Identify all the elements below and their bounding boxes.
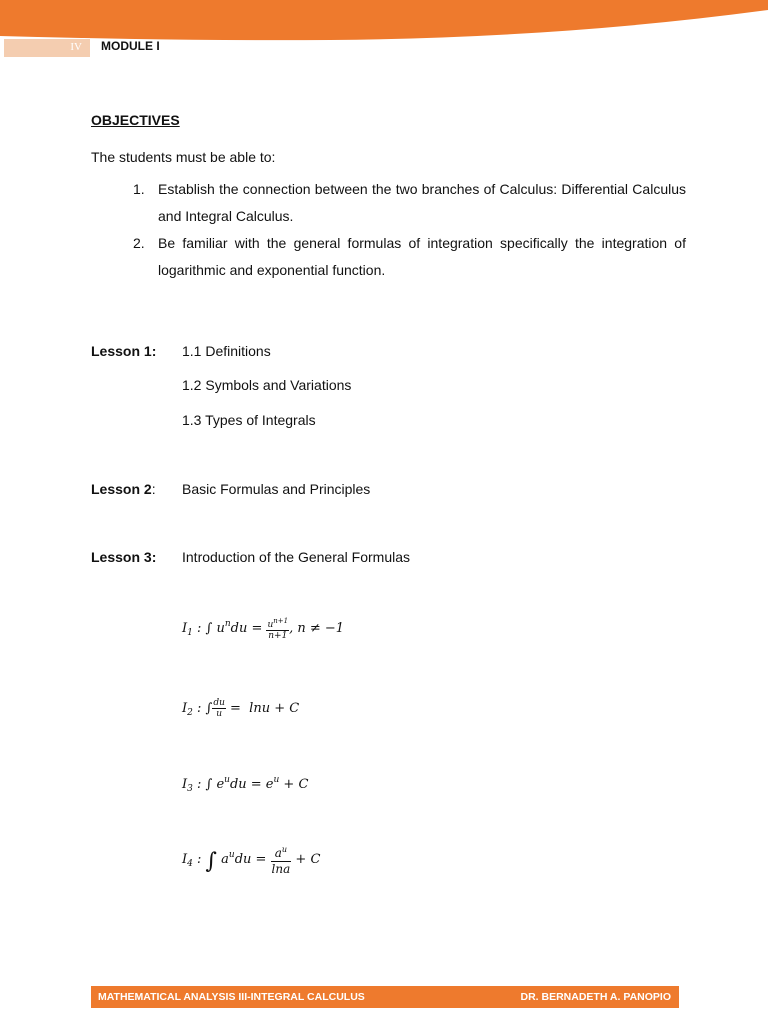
page-number: IV (70, 41, 82, 53)
objectives-heading: OBJECTIVES (91, 112, 180, 128)
lesson-1-topic: 1.3 Types of Integrals (182, 412, 316, 428)
lesson-2-label (91, 481, 156, 497)
formula-exp-rule: $I_3$ : ∫ $e^udu = e^u + C$ (182, 775, 309, 794)
objective-number: 2. (133, 235, 145, 251)
footer-bar (91, 986, 679, 1008)
lesson-1-label: Lesson 1: (91, 343, 157, 359)
fraction: $\frac{u^{n+1}}{n+1}$ (267, 617, 289, 641)
lesson-2-topic: Basic Formulas and Principles (182, 481, 371, 497)
lesson-3-topic: Introduction of the General Formulas (182, 549, 411, 565)
lesson-1-topic: 1.1 Definitions (182, 343, 271, 359)
objectives-list (133, 176, 686, 284)
lesson-2-label-text: Lesson 2 (91, 481, 152, 497)
formula-name: I (182, 621, 188, 636)
formula-name: I (182, 777, 188, 792)
objective-item (133, 230, 686, 284)
footer-author: DR. BERNADETH A. PANOPIO (520, 991, 671, 1003)
fraction: $\frac{du}{u}$ (213, 698, 225, 719)
footer-course: MATHEMATICAL ANALYSIS III-INTEGRAL CALCULUS (98, 991, 365, 1003)
formula-name: I (182, 701, 188, 716)
formula-subscript: 3 (187, 784, 193, 794)
lesson-2-label-colon: : (151, 481, 156, 497)
lesson-3-label: Lesson 3: (91, 549, 157, 565)
objective-text: Establish the connection between the two branches of Calculus: Differential Calculus and Integral Calculus. (158, 181, 686, 224)
formula-subscript: 2 (187, 708, 193, 718)
lesson-1-topic: 1.2 Symbols and Variations (182, 377, 352, 393)
fraction: $\frac{a^u}{\ln a}$ (271, 842, 292, 877)
objective-number: 1. (133, 181, 145, 197)
formula-subscript: 1 (187, 628, 193, 638)
objectives-intro: The students must be able to: (91, 149, 276, 165)
formula-power-rule: $I_1$ : ∫ $u^ndu$ = $\frac{u^{n+1}}{n+1}$ , n ≠ −1 (182, 617, 345, 641)
objective-item (133, 176, 686, 230)
module-title: MODULE I (101, 39, 160, 53)
objective-text: Be familiar with the general formulas of integration specifically the integration of logarithmic and exponential function. (158, 235, 686, 278)
formula-name: I (182, 852, 188, 867)
formula-general-exp-rule: $I_4$ : ∫ $a^udu$ = $\frac{a^u}{\ln a}$ + C (182, 842, 320, 877)
page-number-box (4, 39, 90, 57)
header-band (0, 0, 768, 44)
formula-subscript: 4 (187, 859, 193, 869)
formula-log-rule: $I_2$ : ∫ $\frac{du}{u}$ = lnu + C (182, 698, 300, 719)
